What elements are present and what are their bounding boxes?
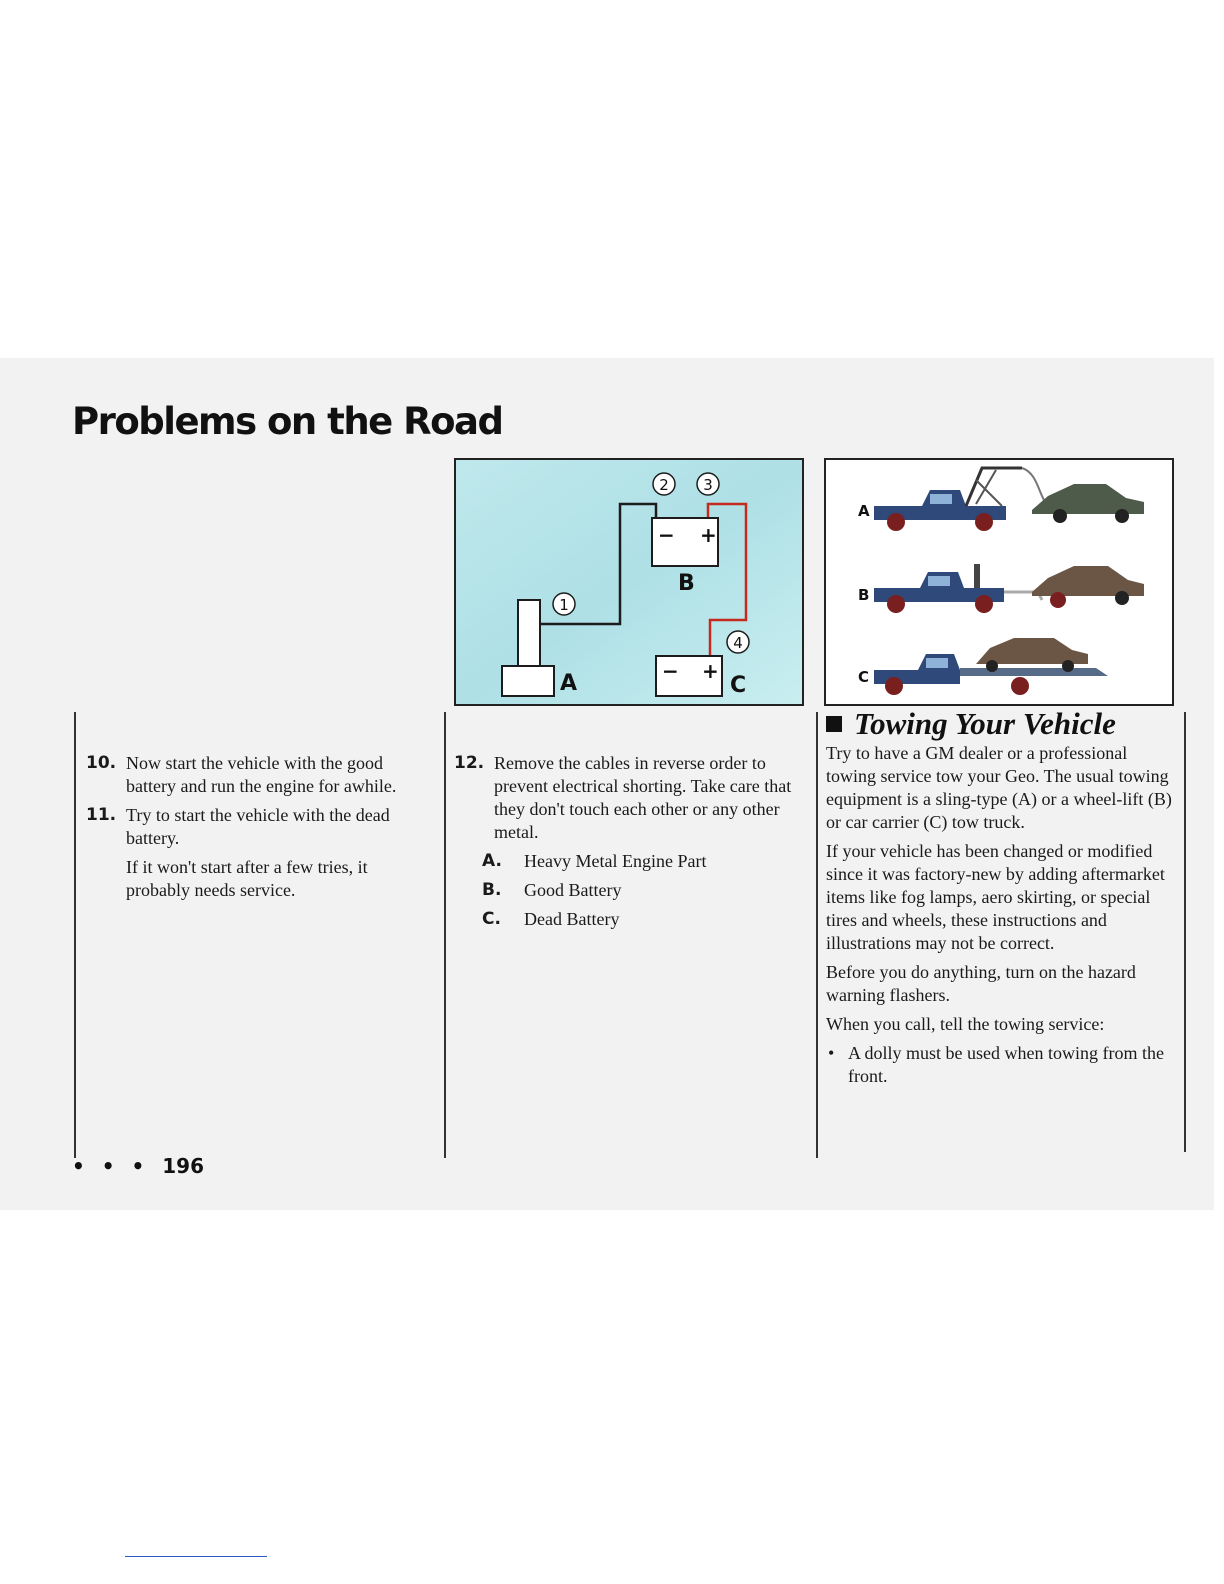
legend-item-a xyxy=(442,850,804,873)
bullet-item xyxy=(826,1042,1176,1088)
square-bullet-icon xyxy=(826,716,842,732)
legend-text: Heavy Metal Engine Part xyxy=(524,851,707,871)
legend-key: C. xyxy=(482,909,501,929)
tow-truck-illustration xyxy=(824,458,1174,706)
towing-heading-text: Towing Your Vehicle xyxy=(854,706,1116,741)
sling-type-tow-truck xyxy=(858,468,1144,531)
right-column xyxy=(826,706,1176,1088)
left-column xyxy=(74,752,436,902)
page-number xyxy=(72,1154,204,1178)
footer-link-underline xyxy=(125,1556,267,1557)
step-number: 11. xyxy=(86,805,117,825)
jump-start-diagram xyxy=(454,458,804,706)
column-rule-right xyxy=(816,712,818,1158)
legend-key: A. xyxy=(482,851,502,871)
legend-item-b xyxy=(442,879,804,902)
bullet-text: A dolly must be used when towing from the front. xyxy=(848,1043,1164,1086)
svg-text:4: 4 xyxy=(733,634,743,652)
towing-paragraph: When you call, tell the towing service: xyxy=(826,1014,1105,1034)
towing-paragraph: If your vehicle has been changed or modified since it was factory-new by adding aftermarket items like fog lamps, aero skirting, or special tires and wheels, these instructions and illustrations may not be correct. xyxy=(826,841,1165,953)
towing-paragraph: Before you do anything, turn on the hazard warning flashers. xyxy=(826,962,1136,1005)
svg-text:2: 2 xyxy=(659,476,669,494)
step-text: Try to start the vehicle with the dead battery. xyxy=(126,805,390,848)
svg-text:B: B xyxy=(858,586,870,604)
towing-heading xyxy=(826,706,1176,741)
page-number-dots: • • • xyxy=(72,1154,150,1178)
battery-c-minus: − xyxy=(662,659,679,683)
service-note: If it won't start after a few tries, it probably needs service. xyxy=(126,857,368,900)
svg-text:3: 3 xyxy=(703,476,713,494)
callout-2 xyxy=(653,473,675,495)
column-rule-far-right xyxy=(1184,712,1186,1152)
step-number: 10. xyxy=(86,753,117,773)
battery-c-plus: + xyxy=(702,659,719,683)
svg-text:C: C xyxy=(858,668,870,686)
page-number-value: 196 xyxy=(162,1154,204,1178)
label-c: C xyxy=(730,673,747,698)
towing-paragraph: Try to have a GM dealer or a professional towing service tow your Geo. The usual towing equipment is a sling-type (A) or a wheel-lift (B) or car carrier (C) tow truck. xyxy=(826,743,1172,832)
svg-text:1: 1 xyxy=(559,596,569,614)
legend-text: Dead Battery xyxy=(524,909,620,929)
battery-b-plus: + xyxy=(700,523,717,547)
callout-1 xyxy=(553,593,575,615)
legend-item-c xyxy=(442,908,804,931)
legend-text: Good Battery xyxy=(524,880,622,900)
callout-4 xyxy=(727,631,749,653)
step-number: 12. xyxy=(454,753,485,773)
legend-key: B. xyxy=(482,880,502,900)
step-text: Now start the vehicle with the good battery and run the engine for awhile. xyxy=(126,753,397,796)
callout-3 xyxy=(697,473,719,495)
section-title: Problems on the Road xyxy=(72,400,503,443)
middle-column xyxy=(442,752,804,937)
svg-text:A: A xyxy=(858,502,870,520)
car-carrier-tow-truck xyxy=(858,638,1108,695)
label-b: B xyxy=(678,571,695,596)
wheel-lift-tow-truck xyxy=(858,564,1144,613)
step-text: Remove the cables in reverse order to prevent electrical shorting. Take care that they don't touch each other or any other metal. xyxy=(494,753,792,842)
bullet-dot-icon: • xyxy=(828,1043,835,1063)
step-11 xyxy=(74,804,436,850)
step-10 xyxy=(74,752,436,798)
battery-b-minus: − xyxy=(658,523,675,547)
label-a: A xyxy=(560,671,578,696)
step-12 xyxy=(442,752,804,844)
